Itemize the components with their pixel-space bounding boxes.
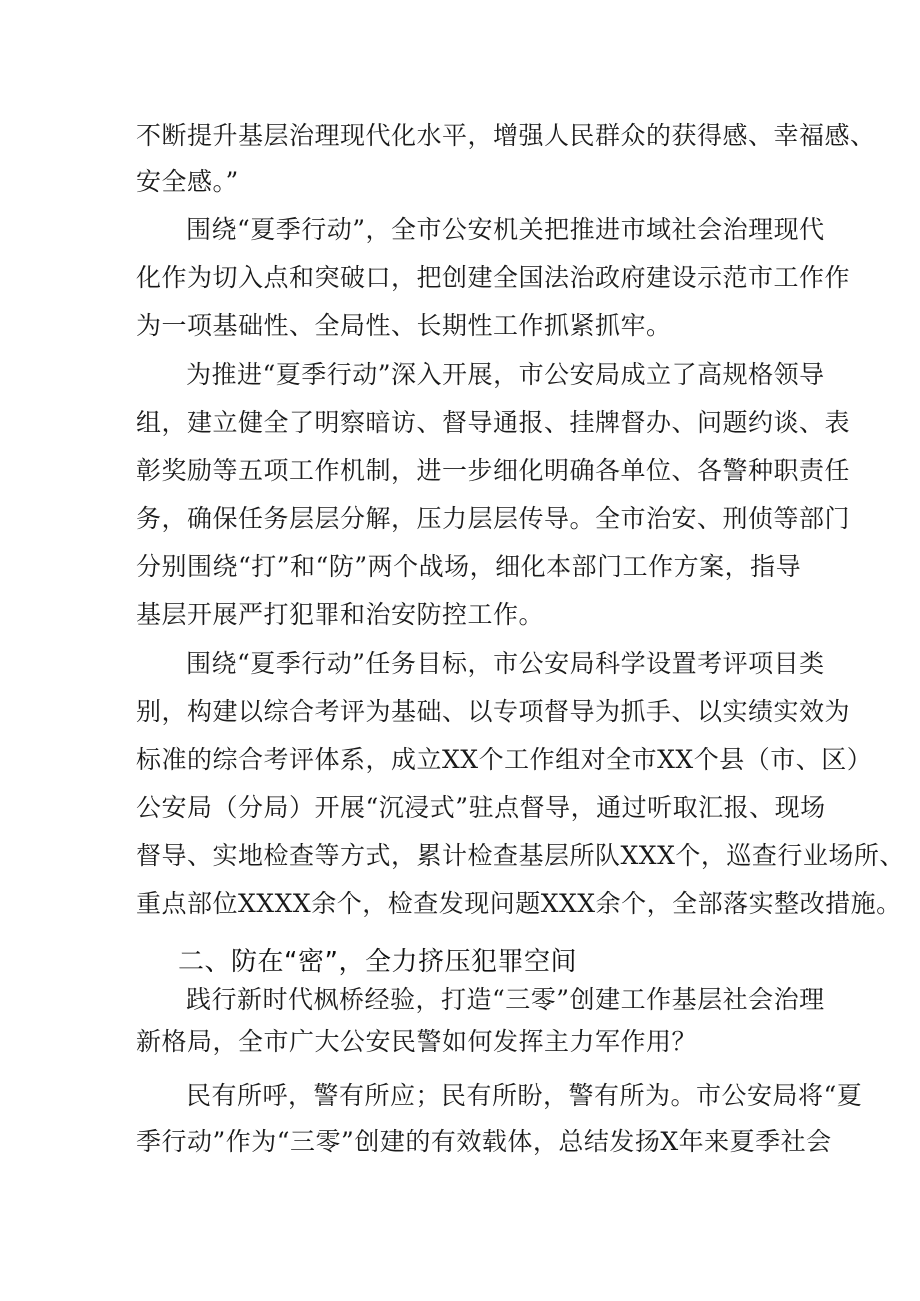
paragraph-line: 安全感。” bbox=[136, 167, 239, 196]
paragraph-line: 务，确保任务层层分解，压力层层传导。全市治安、刑侦等部门 bbox=[136, 504, 851, 533]
paragraph-line: 新格局，全市广大公安民警如何发挥主力军作用？ bbox=[136, 1027, 698, 1056]
paragraph-line: 分别围绕“打”和“防”两个战场，细化本部门工作方案，指导 bbox=[136, 552, 802, 581]
paragraph-line: 重点部位XXXX余个，检查发现问题XXX余个，全部落实整改措施。 bbox=[136, 889, 902, 918]
paragraph-line: 围绕“夏季行动”，全市公安机关把推进市域社会治理现代 bbox=[186, 215, 825, 244]
paragraph-line: 化作为切入点和突破口，把创建全国法治政府建设示范市工作作 bbox=[136, 263, 851, 292]
paragraph-line: 督导、实地检查等方式，累计检查基层所队XXX个，巡查行业场所、 bbox=[136, 841, 905, 870]
paragraph-line: 标准的综合考评体系，成立XX个工作组对全市XX个县（市、区） bbox=[136, 745, 873, 774]
paragraph-line: 为推进“夏季行动”深入开展，市公安局成立了高规格领导 bbox=[186, 360, 825, 389]
paragraph-line: 组，建立健全了明察暗访、督导通报、挂牌督办、问题约谈、表 bbox=[136, 408, 851, 437]
section-heading: 二、防在“密”，全力挤压犯罪空间 bbox=[178, 947, 577, 977]
paragraph-line: 不断提升基层治理现代化水平，增强人民群众的获得感、幸福感、 bbox=[136, 121, 876, 150]
paragraph-line: 围绕“夏季行动”任务目标，市公安局科学设置考评项目类 bbox=[186, 649, 825, 678]
paragraph-line: 季行动”作为“三零”创建的有效载体，总结发扬X年来夏季社会 bbox=[136, 1127, 832, 1156]
paragraph-line: 为一项基础性、全局性、长期性工作抓紧抓牢。 bbox=[136, 311, 672, 340]
paragraph-line: 彰奖励等五项工作机制，进一步细化明确各单位、各警种职责任 bbox=[136, 456, 851, 485]
paragraph-line: 践行新时代枫桥经验，打造“三零”创建工作基层社会治理 bbox=[186, 985, 825, 1014]
paragraph-line: 公安局（分局）开展“沉浸式”驻点督导，通过听取汇报、现场 bbox=[136, 793, 826, 822]
paragraph-line: 民有所呼，警有所应；民有所盼，警有所为。市公安局将“夏 bbox=[186, 1081, 863, 1110]
paragraph-line: 基层开展严打犯罪和治安防控工作。 bbox=[136, 600, 545, 629]
paragraph-line: 别，构建以综合考评为基础、以专项督导为抓手、以实绩实效为 bbox=[136, 697, 851, 726]
